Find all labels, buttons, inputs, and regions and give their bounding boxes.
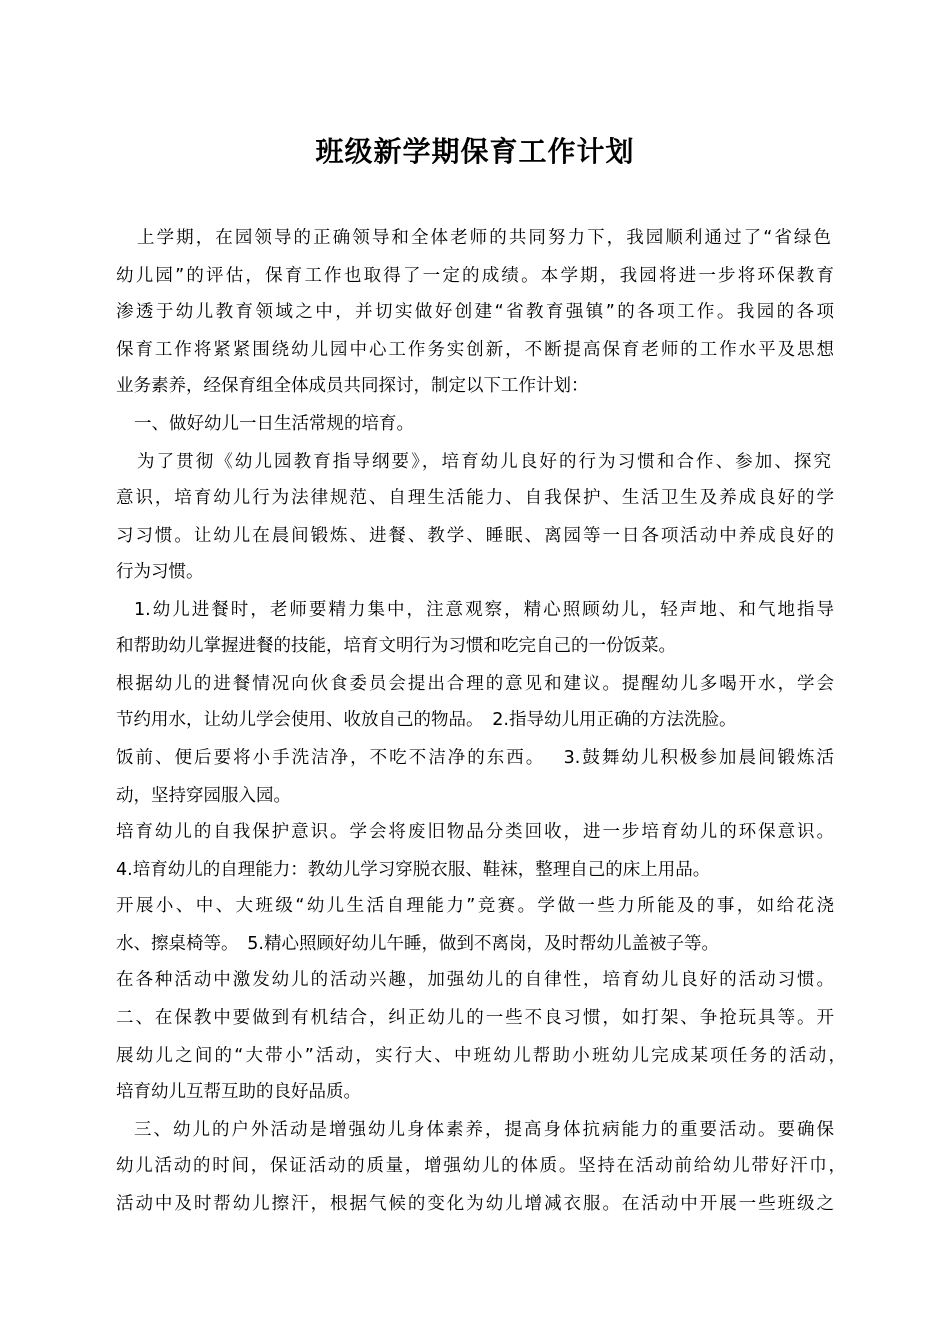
paragraph-line: 保育工作将紧紧围绕幼儿园中心工作务实创新，不断提高保育老师的工作水平及思想 (116, 340, 834, 360)
paragraph-line: 展幼儿之间的“大带小”活动，实行大、中班幼儿帮助小班幼儿完成某项任务的活动， (116, 1046, 846, 1066)
document-title: 班级新学期保育工作计划 (315, 135, 635, 168)
paragraph-line: 为了贯彻《幼儿园教育指导纲要》，培育幼儿良好的行为习惯和合作、参加、探究 (137, 452, 831, 472)
paragraph-line: 节约用水，让幼儿学会使用、收放自己的物品。 2.指导幼儿用正确的方法洗脸。 (116, 710, 737, 730)
paragraph-line: 和帮助幼儿掌握进餐的技能，培育文明行为习惯和吃完自己的一份饭菜。 (116, 636, 676, 656)
paragraph-line: 幼儿园”的评估，保育工作也取得了一定的成绩。本学期，我园将进一步将环保教育 (116, 266, 834, 286)
paragraph-line: 培育幼儿互帮互助的良好品质。 (116, 1082, 361, 1102)
paragraph-line: 1.幼儿进餐时，老师要精力集中，注意观察，精心照顾幼儿，轻声地、和气地指导 (134, 600, 834, 620)
paragraph-line: 动，坚持穿园服入园。 (116, 786, 291, 806)
paragraph-line: 意识，培育幼儿行为法律规范、自理生活能力、自我保护、生活卫生及养成良好的学 (116, 488, 834, 508)
paragraph-line: 根据幼儿的进餐情况向伙食委员会提出合理的意见和建议。提醒幼儿多喝开水，学会 (116, 674, 834, 694)
paragraph-line: 业务素养，经保育组全体成员共同探讨，制定以下工作计划： (116, 376, 589, 396)
section-heading: 一、做好幼儿一日生活常规的培育。 (134, 414, 414, 434)
paragraph-line: 培育幼儿的自我保护意识。学会将废旧物品分类回收，进一步培育幼儿的环保意识。 (116, 822, 834, 842)
section-heading: 三、幼儿的户外活动是增强幼儿身体素养，提高身体抗病能力的重要活动。要确保 (134, 1120, 834, 1140)
paragraph-line: 4.培育幼儿的自理能力：教幼儿学习穿脱衣服、鞋袜，整理自己的床上用品。 (116, 860, 711, 880)
paragraph-line: 上学期，在园领导的正确领导和全体老师的共同努力下，我园顺利通过了“省绿色 (137, 228, 831, 248)
paragraph-line: 幼儿活动的时间，保证活动的质量，增强幼儿的体质。坚持在活动前给幼儿带好汗巾， (116, 1156, 846, 1176)
paragraph-line: 水、擦桌椅等。 5.精心照顾好幼儿午睡，做到不离岗，及时帮幼儿盖被子等。 (116, 934, 719, 954)
paragraph-line: 习习惯。让幼儿在晨间锻炼、进餐、教学、睡眠、离园等一日各项活动中养成良好的 (116, 526, 834, 546)
section-heading: 二、在保教中要做到有机结合，纠正幼儿的一些不良习惯，如打架、争抢玩具等。开 (116, 1008, 834, 1028)
paragraph-line: 饭前、便后要将小手洗洁净，不吃不洁净的东西。 3.鼓舞幼儿积极参加晨间锻炼活 (116, 748, 834, 768)
paragraph-line: 渗透于幼儿教育领域之中，并切实做好创建“省教育强镇”的各项工作。我园的各项 (116, 302, 834, 322)
paragraph-line: 在各种活动中激发幼儿的活动兴趣，加强幼儿的自律性，培育幼儿良好的活动习惯。 (116, 970, 834, 990)
paragraph-line: 行为习惯。 (116, 562, 204, 582)
paragraph-line: 活动中及时帮幼儿擦汗，根据气候的变化为幼儿增减衣服。在活动中开展一些班级之 (116, 1194, 834, 1214)
paragraph-line: 开展小、中、大班级“幼儿生活自理能力”竞赛。学做一些力所能及的事，如给花浇 (116, 896, 834, 916)
